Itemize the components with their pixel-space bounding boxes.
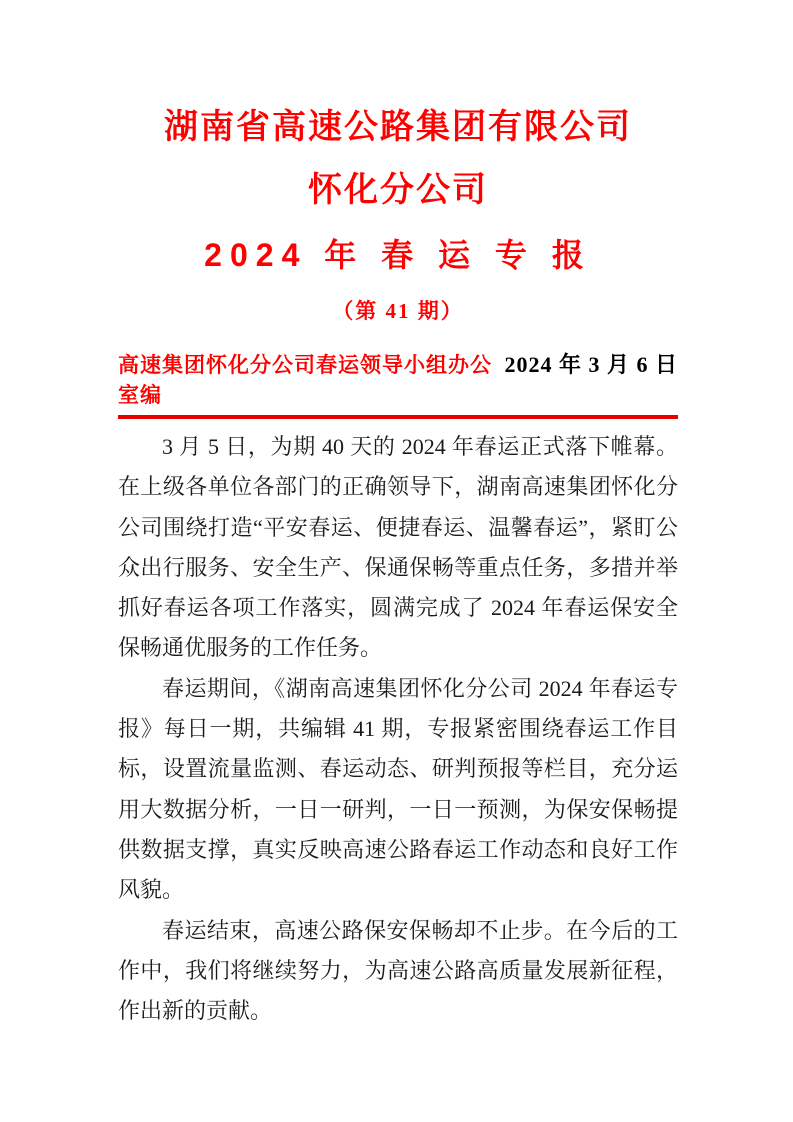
paragraph-1: 3 月 5 日，为期 40 天的 2024 年春运正式落下帷幕。在上级各单位各部门的正确领导下，湖南高速集团怀化分公司围绕打造“平安春运、便捷春运、温馨春运”，紧盯公众出行服务、安全生产、保通保畅等重点任务，多措并举抓好春运各项工作落实，圆满完成了 2024 年春运保安全保畅通优服务的工作任务。 (118, 434, 678, 661)
issue-number: （第 41 期） (332, 299, 464, 323)
issue-date: 2024 年 3 月 6 日 (504, 352, 678, 377)
paragraph-2: 春运期间，《湖南高速集团怀化分公司 2024 年春运专报》每日一期，共编辑 41 期，专报紧密围绕春运工作目标，设置流量监测、春运动态、研判预报等栏目，充分运用大数据分析，一日一研判，一日一预测，为保安保畅提供数据支撑，真实反映高速公路春运工作动态和良好工作风貌。 (118, 675, 678, 903)
masthead (118, 350, 678, 419)
document-content (0, 105, 793, 1031)
body-text (118, 427, 678, 1031)
title-company-name: 湖南省高速公路集团有限公司 (164, 108, 632, 146)
title-report-name: 2024 年 春 运 专 报 (204, 237, 592, 273)
paragraph-3: 春运结束，高速公路保安保畅却不止步。在今后的工作中，我们将继续努力，为高速公路高质量发展新征程，作出新的贡献。 (118, 917, 678, 1024)
title-branch-name: 怀化分公司 (308, 171, 488, 209)
editor-office-label: 高速集团怀化分公司春运领导小组办公室编 (118, 354, 492, 407)
